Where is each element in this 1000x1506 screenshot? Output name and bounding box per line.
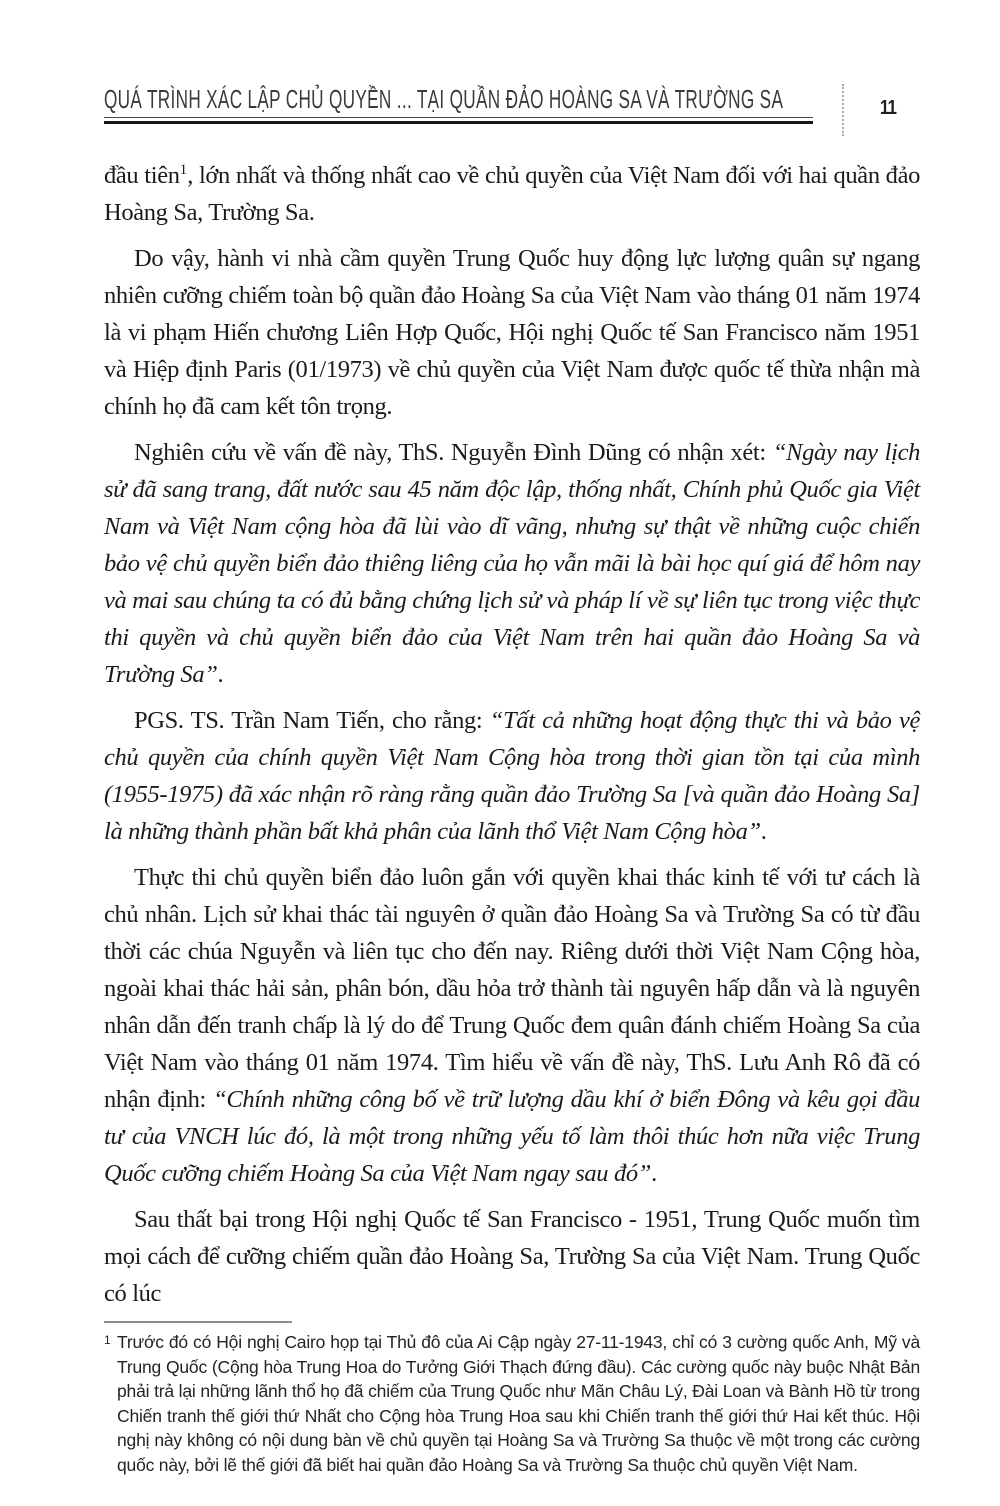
text-segment: . [651, 1160, 657, 1187]
text-segment: Nghiên cứu về vấn đề này, ThS. Nguyễn Đình Dũng có nhận xét: [134, 439, 773, 466]
text-segment: Do vậy, hành vi nhà cầm quyền Trung Quốc huy động lực lượng quân sự ngang nhiên cưỡng chiếm toàn bộ quần đảo Hoàng Sa của Việt Nam vào tháng 01 năm 1974 là vi phạm Hiến chương Liên Hợp Quốc, Hội nghị Quốc tế San Francisco năm 1951 và Hiệp định Paris (01/1973) về chủ quyền của Việt Nam được quốc tế thừa nhận mà chính họ đã cam kết tôn trọng. [104, 245, 920, 420]
page-body [104, 157, 920, 1312]
text-segment: . [217, 661, 224, 688]
paragraph [104, 1201, 920, 1312]
footnote [104, 1330, 920, 1477]
text-segment: Sau thất bại trong Hội nghị Quốc tế San Francisco - 1951, Trung Quốc muốn tìm mọi cách để cưỡng chiếm quần đảo Hoàng Sa, Trường Sa của Việt Nam. Trung Quốc có lúc [104, 1206, 920, 1307]
text-segment: . [760, 818, 767, 845]
footnote-reference: 1 [179, 160, 188, 178]
quote-segment: “Chính những công bố về trữ lượng dầu khí ở biển Đông và kêu gọi đầu tư của VNCH lúc đó, là một trong những yếu tố làm thôi thúc hơn nữa việc Trung Quốc cưỡng chiếm Hoàng Sa của Việt Nam ngay sau đó” [104, 1086, 920, 1187]
paragraph [104, 859, 920, 1192]
quote-segment: “Tất cả những hoạt động thực thi và bảo vệ chủ quyền của chính quyền Việt Nam Cộng hòa trong thời gian tồn tại của mình (1955-1975) đã xác nhận rõ ràng rằng quần đảo Trường Sa [và quần đảo Hoàng Sa] là những thành phần bất khả phân của lãnh thổ Việt Nam Cộng hòa” [104, 707, 920, 845]
page-number: 11 [879, 97, 897, 119]
footnote-rule [104, 1321, 292, 1323]
paragraph [104, 434, 920, 693]
footnote-marker: 1 [104, 1333, 111, 1347]
text-segment: , lớn nhất và thống nhất cao về chủ quyền của Việt Nam đối với hai quần đảo Hoàng Sa, Trường Sa. [104, 162, 921, 226]
paragraph [104, 240, 920, 425]
page-content [104, 157, 920, 1477]
quote-segment: “Ngày nay lịch sử đã sang trang, đất nước sau 45 năm độc lập, thống nhất, Chính phủ Quốc gia Việt Nam và Việt Nam cộng hòa đã lùi vào dĩ vãng, nhưng sự thật về những cuộc chiến bảo vệ chủ quyền biển đảo thiêng liêng của họ vẫn mãi là bài học quí giá để hôm nay và mai sau chúng ta có đủ bằng chứng lịch sử và pháp lí về sự liên tục trong việc thực thi quyền và chủ quyền biển đảo của Việt Nam trên hai quần đảo Hoàng Sa và Trường Sa” [104, 439, 920, 688]
paragraph [104, 702, 920, 850]
text-segment: đầu tiên [104, 162, 180, 189]
header-divider-dotted [842, 84, 844, 136]
running-header-title: QUÁ TRÌNH XÁC LẬP CHỦ QUYỀN ... TẠI QUẦN ĐẢO HOÀNG SA VÀ TRƯỜNG SA [104, 84, 784, 114]
text-segment: PGS. TS. Trần Nam Tiến, cho rằng: [134, 707, 490, 734]
paragraph [104, 157, 920, 231]
footnote-text: Trước đó có Hội nghị Cairo họp tại Thủ đô của Ai Cập ngày 27-11-1943, chỉ có 3 cường quốc Anh, Mỹ và Trung Quốc (Cộng hòa Trung Hoa do Tưởng Giới Thạch đứng đầu). Các cường quốc này buộc Nhật Bản phải trả lại những lãnh thổ họ đã chiếm của Trung Quốc như Mãn Châu Lý, Đài Loan và Bành Hồ từ trong Chiến tranh thế giới thứ Nhất cho Cộng hòa Trung Hoa sau khi Chiến tranh thế giới thứ Hai kết thúc. Hội nghị này không có nội dung bàn về chủ quyền tại Hoàng Sa và Trường Sa thuộc về một trong các cường quốc này, bởi lẽ thế giới đã biết hai quần đảo Hoàng Sa và Trường Sa thuộc chủ quyền Việt Nam. [117, 1332, 920, 1475]
header-rule [104, 117, 813, 124]
footnote-section [104, 1321, 920, 1477]
text-segment: Thực thi chủ quyền biển đảo luôn gắn với quyền khai thác kinh tế với tư cách là chủ nhân. Lịch sử khai thác tài nguyên ở quần đảo Hoàng Sa và Trường Sa có từ đầu thời các chúa Nguyễn và liên tục cho đến nay. Riêng dưới thời Việt Nam Cộng hòa, ngoài khai thác hải sản, phân bón, dầu hỏa trở thành tài nguyên hấp dẫn và là nguyên nhân dẫn đến tranh chấp là lý do để Trung Quốc đem quân đánh chiếm Hoàng Sa của Việt Nam vào tháng 01 năm 1974. Tìm hiểu về vấn đề này, ThS. Lưu Anh Rô đã có nhận định: [104, 864, 920, 1113]
